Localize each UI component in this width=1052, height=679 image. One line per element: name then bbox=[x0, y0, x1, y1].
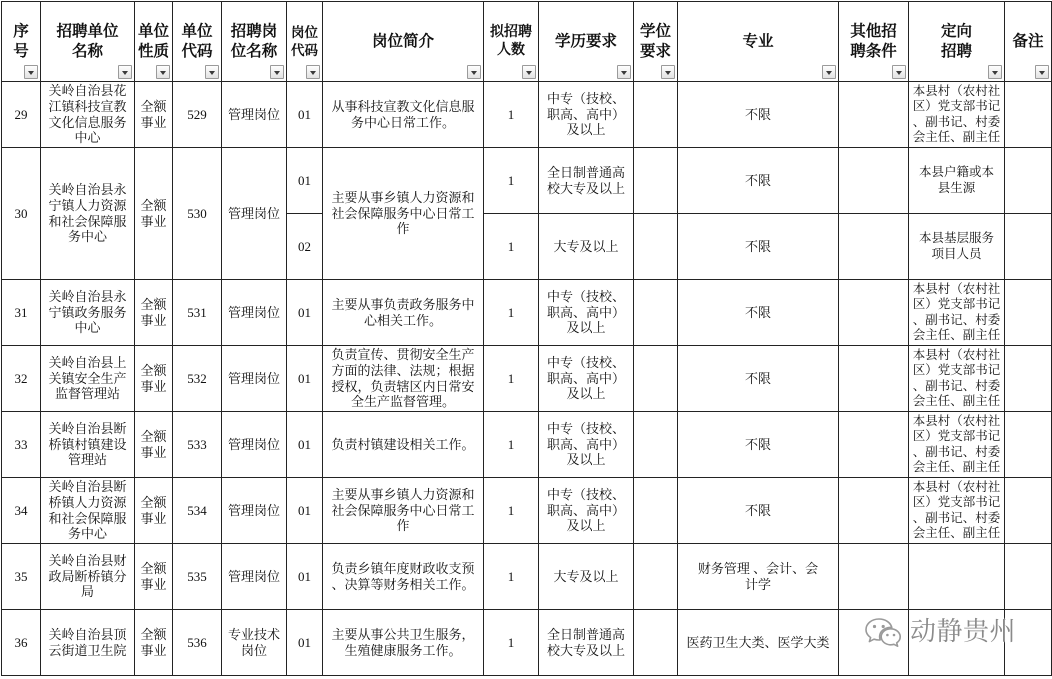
cell-unit-code: 530 bbox=[173, 148, 222, 280]
cell-education: 中专（技校、 职高、高中） 及以上 bbox=[539, 280, 634, 346]
cell-unit-nature: 全额 事业 bbox=[135, 544, 173, 610]
table-row bbox=[2, 280, 1052, 346]
cell-other-conditions bbox=[839, 214, 909, 280]
filter-button-position-code[interactable] bbox=[306, 65, 320, 79]
header-label: 单位 代码 bbox=[181, 23, 213, 60]
cell-unit-name: 关岭自治县上 关镇安全生产 监督管理站 bbox=[41, 346, 135, 412]
header-unit-name bbox=[41, 2, 135, 82]
cell-degree bbox=[634, 148, 678, 214]
header-position-intro bbox=[323, 2, 484, 82]
cell-position-name: 管理岗位 bbox=[222, 412, 287, 478]
cell-major: 不限 bbox=[678, 280, 839, 346]
header-row bbox=[2, 2, 1052, 82]
cell-position-intro: 主要从事乡镇人力资源和 社会保障服务中心日常工 作 bbox=[323, 478, 484, 544]
table-row bbox=[2, 412, 1052, 478]
cell-position-code: 01 bbox=[287, 610, 323, 676]
cell-remark bbox=[1005, 346, 1052, 412]
header-unit-code bbox=[173, 2, 222, 82]
cell-targeted-recruitment: 本县基层服务 项目人员 bbox=[909, 214, 1005, 280]
cell-position-code: 01 bbox=[287, 82, 323, 148]
cell-position-intro: 主要从事公共卫生服务， 生殖健康服务工作。 bbox=[323, 610, 484, 676]
header-label: 学位 要求 bbox=[639, 23, 671, 60]
header-hiring-count bbox=[484, 2, 539, 82]
header-cell-content bbox=[1005, 2, 1051, 81]
cell-position-name: 管理岗位 bbox=[222, 478, 287, 544]
cell-major: 医药卫生大类、医学大类 bbox=[678, 610, 839, 676]
header-position-code bbox=[287, 2, 323, 82]
cell-remark bbox=[1005, 280, 1052, 346]
header-major bbox=[678, 2, 839, 82]
cell-unit-name: 关岭自治县花 江镇科技宣教 文化信息服务 中心 bbox=[41, 82, 135, 148]
header-label: 岗位 代码 bbox=[291, 24, 318, 58]
filter-button-serial-number[interactable] bbox=[24, 65, 38, 79]
cell-position-code: 01 bbox=[287, 280, 323, 346]
header-education bbox=[539, 2, 634, 82]
cell-position-name: 管理岗位 bbox=[222, 82, 287, 148]
cell-education: 中专（技校、 职高、高中） 及以上 bbox=[539, 346, 634, 412]
cell-other-conditions bbox=[839, 148, 909, 214]
cell-education: 大专及以上 bbox=[539, 544, 634, 610]
dropdown-arrow-icon bbox=[526, 71, 532, 75]
filter-button-unit-nature[interactable] bbox=[156, 65, 170, 79]
header-serial-number bbox=[2, 2, 41, 82]
filter-button-education[interactable] bbox=[617, 65, 631, 79]
table-row bbox=[2, 82, 1052, 148]
cell-remark bbox=[1005, 412, 1052, 478]
filter-button-major[interactable] bbox=[822, 65, 836, 79]
header-cell-content bbox=[222, 2, 286, 81]
cell-degree bbox=[634, 82, 678, 148]
cell-unit-code: 534 bbox=[173, 478, 222, 544]
cell-other-conditions bbox=[839, 82, 909, 148]
cell-education: 中专（技校、 职高、高中） 及以上 bbox=[539, 412, 634, 478]
filter-button-other-conditions[interactable] bbox=[892, 65, 906, 79]
cell-major: 不限 bbox=[678, 148, 839, 214]
dropdown-arrow-icon bbox=[621, 71, 627, 75]
cell-targeted-recruitment bbox=[909, 544, 1005, 610]
cell-unit-code: 532 bbox=[173, 346, 222, 412]
header-label: 单位 性质 bbox=[137, 23, 169, 60]
cell-education: 中专（技校、 职高、高中） 及以上 bbox=[539, 478, 634, 544]
filter-button-remark[interactable] bbox=[1035, 65, 1049, 79]
cell-serial-number: 35 bbox=[2, 544, 41, 610]
cell-unit-nature: 全额 事业 bbox=[135, 478, 173, 544]
cell-other-conditions bbox=[839, 478, 909, 544]
cell-remark bbox=[1005, 544, 1052, 610]
cell-hiring-count: 1 bbox=[484, 148, 539, 214]
cell-major: 不限 bbox=[678, 214, 839, 280]
header-cell-content bbox=[678, 2, 838, 81]
cell-other-conditions bbox=[839, 412, 909, 478]
cell-position-name: 管理岗位 bbox=[222, 148, 287, 280]
cell-unit-name: 关岭自治县永 宁镇人力资源 和社会保障服 务中心 bbox=[41, 148, 135, 280]
header-cell-content bbox=[2, 2, 40, 81]
cell-hiring-count: 1 bbox=[484, 82, 539, 148]
dropdown-arrow-icon bbox=[310, 71, 316, 75]
filter-button-hiring-count[interactable] bbox=[522, 65, 536, 79]
header-degree bbox=[634, 2, 678, 82]
cell-education: 中专（技校、 职高、高中） 及以上 bbox=[539, 82, 634, 148]
wechat-icon bbox=[864, 616, 904, 648]
header-unit-nature bbox=[135, 2, 173, 82]
table-row bbox=[2, 544, 1052, 610]
header-remark bbox=[1005, 2, 1052, 82]
cell-other-conditions bbox=[839, 280, 909, 346]
header-label: 拟招聘 人数 bbox=[490, 24, 532, 58]
cell-hiring-count: 1 bbox=[484, 214, 539, 280]
cell-degree bbox=[634, 478, 678, 544]
filter-button-degree[interactable] bbox=[661, 65, 675, 79]
dropdown-arrow-icon bbox=[160, 71, 166, 75]
header-targeted-recruitment bbox=[909, 2, 1005, 82]
table-row bbox=[2, 478, 1052, 544]
cell-unit-code: 531 bbox=[173, 280, 222, 346]
cell-position-intro: 负责宣传、贯彻安全生产 方面的法律、法规；根据 授权，负责辖区内日常安 全生产监督管理。 bbox=[323, 346, 484, 412]
cell-position-name: 管理岗位 bbox=[222, 346, 287, 412]
cell-targeted-recruitment: 本县村（农村社 区）党支部书记 、副书记、村委 会主任、副主任 bbox=[909, 346, 1005, 412]
cell-unit-nature: 全额 事业 bbox=[135, 346, 173, 412]
cell-degree bbox=[634, 610, 678, 676]
cell-position-intro: 主要从事乡镇人力资源和 社会保障服务中心日常工 作 bbox=[323, 148, 484, 280]
cell-remark bbox=[1005, 148, 1052, 214]
cell-unit-nature: 全额 事业 bbox=[135, 280, 173, 346]
header-cell-content bbox=[135, 2, 172, 81]
cell-serial-number: 30 bbox=[2, 148, 41, 280]
cell-position-intro: 主要从事负责政务服务中 心相关工作。 bbox=[323, 280, 484, 346]
header-position-name bbox=[222, 2, 287, 82]
dropdown-arrow-icon bbox=[665, 71, 671, 75]
watermark-text: 动静贵州 bbox=[910, 617, 1017, 647]
cell-education: 大专及以上 bbox=[539, 214, 634, 280]
cell-position-name: 管理岗位 bbox=[222, 280, 287, 346]
header-label: 专业 bbox=[742, 32, 774, 50]
header-label: 定向 招聘 bbox=[940, 23, 972, 60]
cell-unit-name: 关岭自治县断 桥镇村镇建设 管理站 bbox=[41, 412, 135, 478]
cell-degree bbox=[634, 346, 678, 412]
cell-serial-number: 31 bbox=[2, 280, 41, 346]
cell-serial-number: 34 bbox=[2, 478, 41, 544]
cell-degree bbox=[634, 412, 678, 478]
dropdown-arrow-icon bbox=[826, 71, 832, 75]
cell-unit-nature: 全额 事业 bbox=[135, 610, 173, 676]
cell-position-intro: 负责乡镇年度财政收支预 、决算等财务相关工作。 bbox=[323, 544, 484, 610]
cell-hiring-count: 1 bbox=[484, 346, 539, 412]
table-row bbox=[2, 346, 1052, 412]
header-cell-content bbox=[287, 2, 322, 81]
cell-position-code: 01 bbox=[287, 148, 323, 214]
cell-position-intro: 从事科技宣教文化信息服 务中心日常工作。 bbox=[323, 82, 484, 148]
header-cell-content bbox=[539, 2, 633, 81]
header-label: 其他招 聘条件 bbox=[850, 23, 897, 60]
cell-remark bbox=[1005, 478, 1052, 544]
cell-position-code: 02 bbox=[287, 214, 323, 280]
cell-serial-number: 36 bbox=[2, 610, 41, 676]
cell-position-code: 01 bbox=[287, 544, 323, 610]
cell-major: 财务管理 、会计、会 计学 bbox=[678, 544, 839, 610]
cell-serial-number: 32 bbox=[2, 346, 41, 412]
cell-unit-code: 536 bbox=[173, 610, 222, 676]
cell-position-intro: 负责村镇建设相关工作。 bbox=[323, 412, 484, 478]
header-cell-content bbox=[909, 2, 1004, 81]
cell-hiring-count: 1 bbox=[484, 412, 539, 478]
cell-remark bbox=[1005, 82, 1052, 148]
cell-serial-number: 29 bbox=[2, 82, 41, 148]
dropdown-arrow-icon bbox=[122, 71, 128, 75]
cell-major: 不限 bbox=[678, 412, 839, 478]
dropdown-arrow-icon bbox=[28, 71, 34, 75]
dropdown-arrow-icon bbox=[1039, 71, 1045, 75]
cell-degree bbox=[634, 214, 678, 280]
filter-button-targeted-recruitment[interactable] bbox=[988, 65, 1002, 79]
header-other-conditions bbox=[839, 2, 909, 82]
cell-position-name: 专业技术 岗位 bbox=[222, 610, 287, 676]
header-label: 招聘岗 位名称 bbox=[230, 23, 278, 60]
cell-position-name: 管理岗位 bbox=[222, 544, 287, 610]
cell-position-code: 01 bbox=[287, 412, 323, 478]
cell-degree bbox=[634, 280, 678, 346]
cell-targeted-recruitment: 本县户籍或本 县生源 bbox=[909, 148, 1005, 214]
cell-education: 全日制普通高 校大专及以上 bbox=[539, 610, 634, 676]
cell-major: 不限 bbox=[678, 478, 839, 544]
cell-targeted-recruitment: 本县村（农村社 区）党支部书记 、副书记、村委 会主任、副主任 bbox=[909, 280, 1005, 346]
header-cell-content bbox=[323, 2, 483, 81]
header-cell-content bbox=[173, 2, 221, 81]
cell-major: 不限 bbox=[678, 82, 839, 148]
cell-other-conditions bbox=[839, 346, 909, 412]
dropdown-arrow-icon bbox=[274, 71, 280, 75]
cell-targeted-recruitment: 本县村（农村社 区）党支部书记 、副书记、村委 会主任、副主任 bbox=[909, 478, 1005, 544]
table-row bbox=[2, 148, 1052, 214]
recruitment-table bbox=[1, 1, 1052, 676]
cell-unit-code: 529 bbox=[173, 82, 222, 148]
cell-education: 全日制普通高 校大专及以上 bbox=[539, 148, 634, 214]
cell-unit-nature: 全额 事业 bbox=[135, 412, 173, 478]
cell-position-code: 01 bbox=[287, 478, 323, 544]
cell-hiring-count: 1 bbox=[484, 610, 539, 676]
header-cell-content bbox=[484, 2, 538, 81]
cell-remark bbox=[1005, 214, 1052, 280]
dropdown-arrow-icon bbox=[992, 71, 998, 75]
filter-button-position-intro[interactable] bbox=[467, 65, 481, 79]
dropdown-arrow-icon bbox=[896, 71, 902, 75]
cell-unit-name: 关岭自治县断 桥镇人力资源 和社会保障服 务中心 bbox=[41, 478, 135, 544]
cell-unit-name: 关岭自治县顶 云街道卫生院 bbox=[41, 610, 135, 676]
cell-targeted-recruitment: 本县村（农村社 区）党支部书记 、副书记、村委 会主任、副主任 bbox=[909, 82, 1005, 148]
cell-unit-nature: 全额 事业 bbox=[135, 82, 173, 148]
cell-targeted-recruitment: 本县村（农村社 区）党支部书记 、副书记、村委 会主任、副主任 bbox=[909, 412, 1005, 478]
cell-unit-name: 关岭自治县财 政局断桥镇分 局 bbox=[41, 544, 135, 610]
cell-unit-code: 533 bbox=[173, 412, 222, 478]
cell-hiring-count: 1 bbox=[484, 544, 539, 610]
dropdown-arrow-icon bbox=[471, 71, 477, 75]
header-label: 学历要求 bbox=[554, 32, 617, 50]
cell-hiring-count: 1 bbox=[484, 280, 539, 346]
filter-button-unit-name[interactable] bbox=[118, 65, 132, 79]
header-label: 岗位简介 bbox=[371, 32, 434, 50]
cell-degree bbox=[634, 544, 678, 610]
cell-hiring-count: 1 bbox=[484, 478, 539, 544]
header-cell-content bbox=[839, 2, 908, 81]
cell-major: 不限 bbox=[678, 346, 839, 412]
filter-button-position-name[interactable] bbox=[270, 65, 284, 79]
cell-unit-name: 关岭自治县永 宁镇政务服务 中心 bbox=[41, 280, 135, 346]
cell-serial-number: 33 bbox=[2, 412, 41, 478]
dropdown-arrow-icon bbox=[209, 71, 215, 75]
header-cell-content bbox=[41, 2, 134, 81]
cell-unit-code: 535 bbox=[173, 544, 222, 610]
cell-other-conditions bbox=[839, 544, 909, 610]
filter-button-unit-code[interactable] bbox=[205, 65, 219, 79]
header-label: 序 号 bbox=[13, 23, 29, 60]
cell-unit-nature: 全额 事业 bbox=[135, 148, 173, 280]
header-label: 招聘单位 名称 bbox=[56, 23, 119, 60]
cell-position-code: 01 bbox=[287, 346, 323, 412]
header-cell-content bbox=[634, 2, 677, 81]
header-label: 备注 bbox=[1012, 32, 1044, 50]
